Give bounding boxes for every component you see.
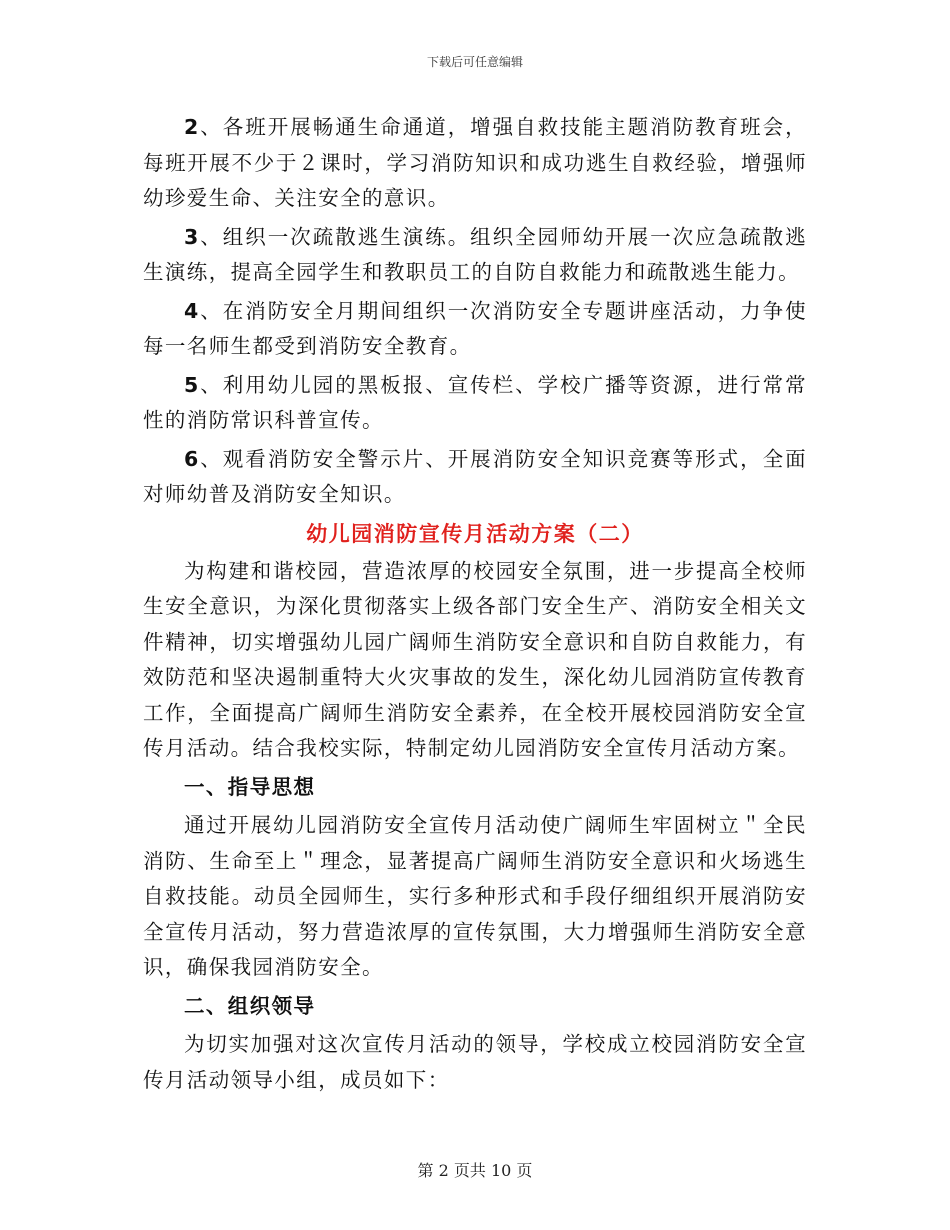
guiding-ideology-paragraph: 通过开展幼儿园消防安全宣传月活动使广阔师生牢固树立＂全民消防、生命至上＂理念，显著提高广阔师生消防安全意识和火场逃生自救技能。动员全园师生，实行多种形式和手段仔细组织开展消防安全宣传月活动，努力营造浓厚的宣传氛围，大力增强师生消防安全意识，确保我园消防安全。: [143, 813, 807, 979]
item-text: 、组织一次疏散逃生演练。组织全园师幼开展一次应急疏散逃生演练，提高全园学生和教职员工的自防自救能力和疏散逃生能力。: [143, 224, 807, 284]
heading-guiding-ideology: 一、指导思想: [184, 774, 316, 799]
list-item: [143, 220, 807, 291]
item-number: 5: [184, 372, 200, 397]
document-body: [143, 110, 807, 1101]
page-header: 下载后可任意编辑: [426, 55, 523, 69]
list-item: [143, 442, 807, 513]
item-number: 6: [184, 446, 200, 471]
heading-organization: 二、组织领导: [184, 993, 316, 1018]
page-footer: 第 2 页共 10 页: [417, 1161, 533, 1180]
item-text: 、观看消防安全警示片、开展消防安全知识竞赛等形式，全面对师幼普及消防安全知识。: [143, 446, 807, 506]
list-item: [143, 110, 807, 217]
intro-paragraph: 为构建和谐校园，营造浓厚的校园安全氛围，进一步提高全校师生安全意识，为深化贯彻落实上级各部门安全生产、消防安全相关文件精神，切实增强幼儿园广阔师生消防安全意识和自防自救能力，有效防范和坚决遏制重特大火灾事故的发生，深化幼儿园消防宣传教育工作，全面提高广阔师生消防安全素养，在全校开展校园消防安全宣传月活动。结合我校实际，特制定幼儿园消防安全宣传月活动方案。: [143, 558, 807, 760]
item-text: 、在消防安全月期间组织一次消防安全专题讲座活动，力争使每一名师生都受到消防安全教育。: [143, 298, 807, 358]
item-number: 4: [184, 298, 200, 323]
organization-paragraph: 为切实加强对这次宣传月活动的领导，学校成立校园消防安全宣传月活动领导小组，成员如下：: [143, 1032, 807, 1092]
list-item: [143, 368, 807, 439]
item-text: 、利用幼儿园的黑板报、宣传栏、学校广播等资源，进行常常性的消防常识科普宣传。: [143, 372, 807, 432]
item-number: 3: [184, 224, 200, 249]
item-text: 、各班开展畅通生命通道，增强自救技能主题消防教育班会，每班开展不少于２课时，学习消防知识和成功逃生自救经验，增强师幼珍爱生命、关注安全的意识。: [143, 115, 807, 210]
list-item: [143, 294, 807, 365]
section-title: 幼儿园消防宣传月活动方案（二）: [306, 520, 644, 546]
item-number: 2: [184, 115, 200, 139]
